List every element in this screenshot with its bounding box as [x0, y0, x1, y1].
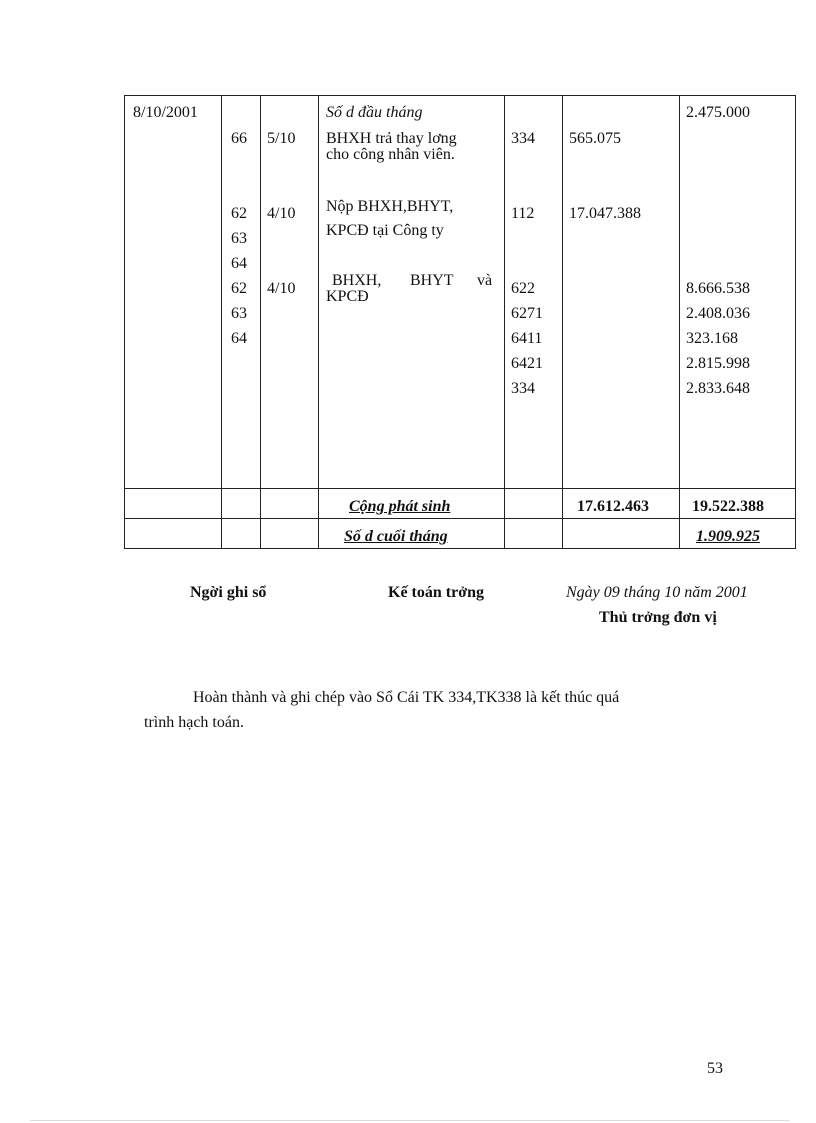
debit-amount: 17.047.388	[569, 205, 641, 222]
paragraph-line: Hoàn thành và ghi chép vào Sổ Cái TK 334,TK338 là kết thúc quá	[193, 689, 620, 706]
signature-accountant: Kế toán trởng	[388, 584, 484, 601]
entry-description-word: BHXH,	[332, 272, 382, 289]
row-divider	[124, 518, 796, 519]
closing-balance-value: 1.909.925	[696, 528, 760, 545]
voucher-number: 62	[231, 205, 247, 222]
entry-description-word: và	[477, 272, 493, 289]
credit-amount: 8.666.538	[686, 280, 750, 297]
entry-description-word: BHYT	[410, 272, 454, 289]
total-label: Cộng phát sinh	[349, 498, 451, 515]
voucher-number: 66	[231, 130, 247, 147]
voucher-number: 64	[231, 255, 247, 272]
voucher-day: 4/10	[267, 280, 296, 297]
credit-amount: 2.833.648	[686, 380, 750, 397]
voucher-number: 63	[231, 230, 247, 247]
column-divider	[562, 95, 563, 548]
table-border-bottom	[124, 548, 796, 549]
page-number: 53	[707, 1060, 723, 1077]
column-divider	[260, 95, 261, 548]
credit-amount: 2.408.036	[686, 305, 750, 322]
total-debit: 17.612.463	[577, 498, 649, 515]
contra-account: 112	[511, 205, 535, 222]
paragraph-line: trình hạch toán.	[144, 714, 244, 731]
signature-date: Ngày 09 tháng 10 năm 2001	[566, 584, 748, 601]
voucher-number: 62	[231, 280, 247, 297]
contra-account: 334	[511, 380, 535, 397]
signature-head: Thủ trởng đơn vị	[599, 609, 717, 626]
table-border-right	[795, 95, 796, 548]
table-border-top	[124, 95, 796, 96]
column-divider	[221, 95, 222, 548]
contra-account: 6411	[511, 330, 543, 347]
debit-amount: 565.075	[569, 130, 621, 147]
column-divider	[679, 95, 680, 548]
opening-balance-label: Số d đầu tháng	[326, 104, 423, 121]
contra-account: 622	[511, 280, 535, 297]
voucher-number: 63	[231, 305, 247, 322]
signature-recorder: Ngời ghi sổ	[190, 584, 267, 601]
voucher-day: 4/10	[267, 205, 296, 222]
contra-account: 334	[511, 130, 535, 147]
voucher-number: 64	[231, 330, 247, 347]
column-divider	[318, 95, 319, 548]
row-divider	[124, 488, 796, 489]
entry-description: Nộp BHXH,BHYT,	[326, 198, 454, 215]
page-bottom-edge	[30, 1120, 790, 1121]
credit-amount: 323.168	[686, 330, 738, 347]
closing-balance-label: Số d cuối tháng	[344, 528, 448, 545]
credit-amount: 2.815.998	[686, 355, 750, 372]
table-border-left	[124, 95, 125, 548]
contra-account: 6271	[511, 305, 543, 322]
contra-account: 6421	[511, 355, 543, 372]
total-credit: 19.522.388	[692, 498, 764, 515]
opening-balance-value: 2.475.000	[686, 104, 750, 121]
entry-description: KPCĐ tại Công ty	[326, 222, 444, 239]
column-divider	[504, 95, 505, 548]
entry-description: cho công nhân viên.	[326, 146, 455, 163]
entry-description: KPCĐ	[326, 288, 369, 305]
entry-description: BHXH trả thay lơng	[326, 130, 457, 147]
entry-date: 8/10/2001	[133, 104, 198, 121]
voucher-day: 5/10	[267, 130, 296, 147]
